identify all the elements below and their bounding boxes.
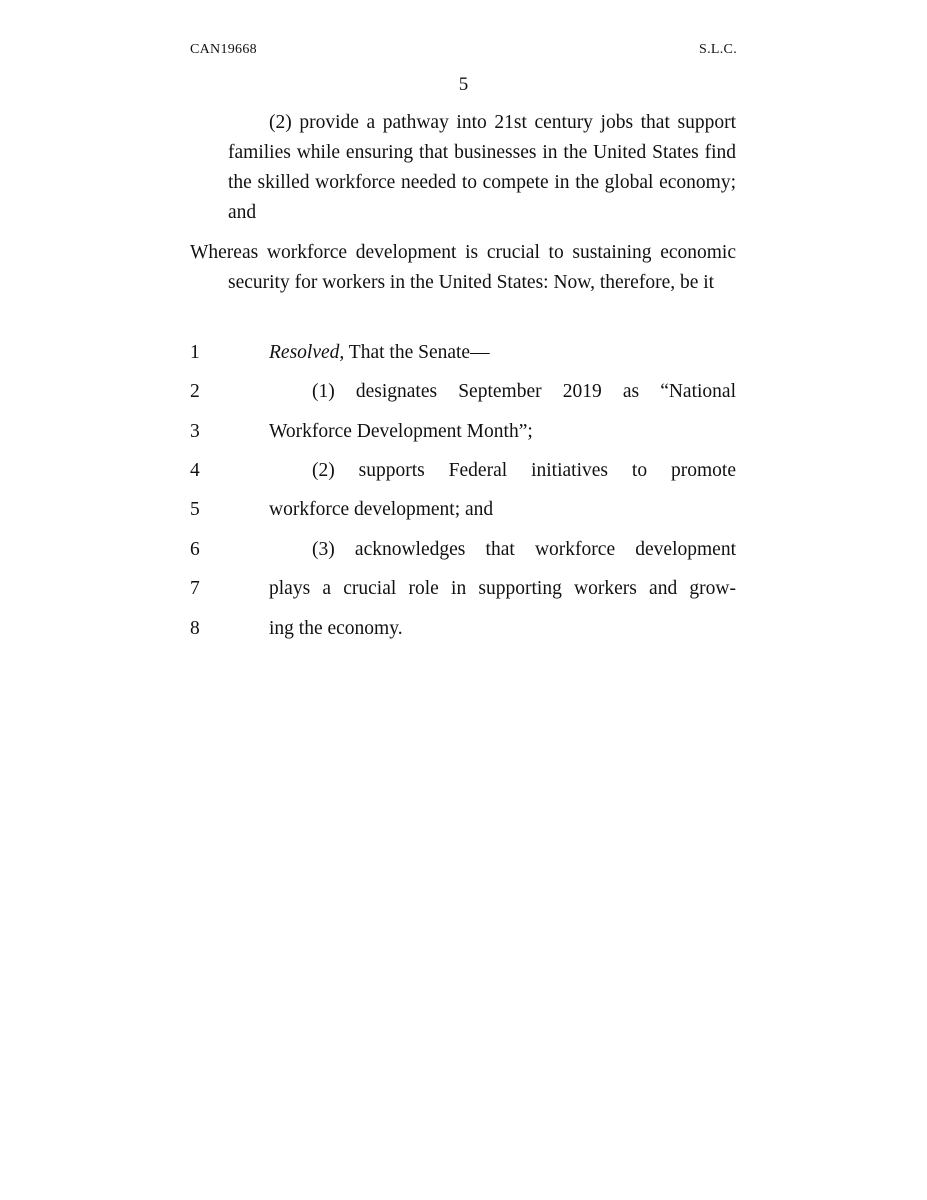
document-id: CAN19668	[190, 42, 257, 57]
resolution-line-3: Workforce Development Month”;	[269, 421, 533, 442]
page-number: 5	[458, 74, 469, 95]
line-number-6: 6	[190, 539, 200, 560]
resolution-line-1-text: That the Senate—	[344, 342, 490, 363]
resolution-line-4: (2) supports Federal initiatives to promote	[312, 460, 736, 481]
preamble-clause-2: (2) provide a pathway into 21st century jobs that support families while ensuring that businesses in the United States find the skilled workforce needed to compete in the global economy; and	[228, 112, 736, 223]
office-code: S.L.C.	[699, 42, 737, 57]
line-number-8: 8	[190, 618, 200, 639]
line-number-5: 5	[190, 499, 200, 520]
resolution-line-2: (1) designates September 2019 as “National	[312, 381, 736, 402]
line-number-3: 3	[190, 421, 200, 442]
line-number-1: 1	[190, 342, 200, 363]
resolution-line-1	[269, 341, 736, 365]
resolution-line-7: plays a crucial role in supporting workers and grow-	[269, 578, 736, 599]
resolution-line-6: (3) acknowledges that workforce development	[312, 539, 736, 560]
whereas-clause: Whereas workforce development is crucial to sustaining economic security for workers in the United States: Now, therefore, be it	[190, 242, 736, 293]
resolution-line-8: ing the economy.	[269, 618, 403, 639]
resolution-line-5: workforce development; and	[269, 499, 494, 520]
resolved-keyword: Resolved,	[269, 342, 345, 363]
line-number-2: 2	[190, 381, 200, 402]
line-number-4: 4	[190, 460, 200, 481]
line-number-7: 7	[190, 578, 200, 599]
